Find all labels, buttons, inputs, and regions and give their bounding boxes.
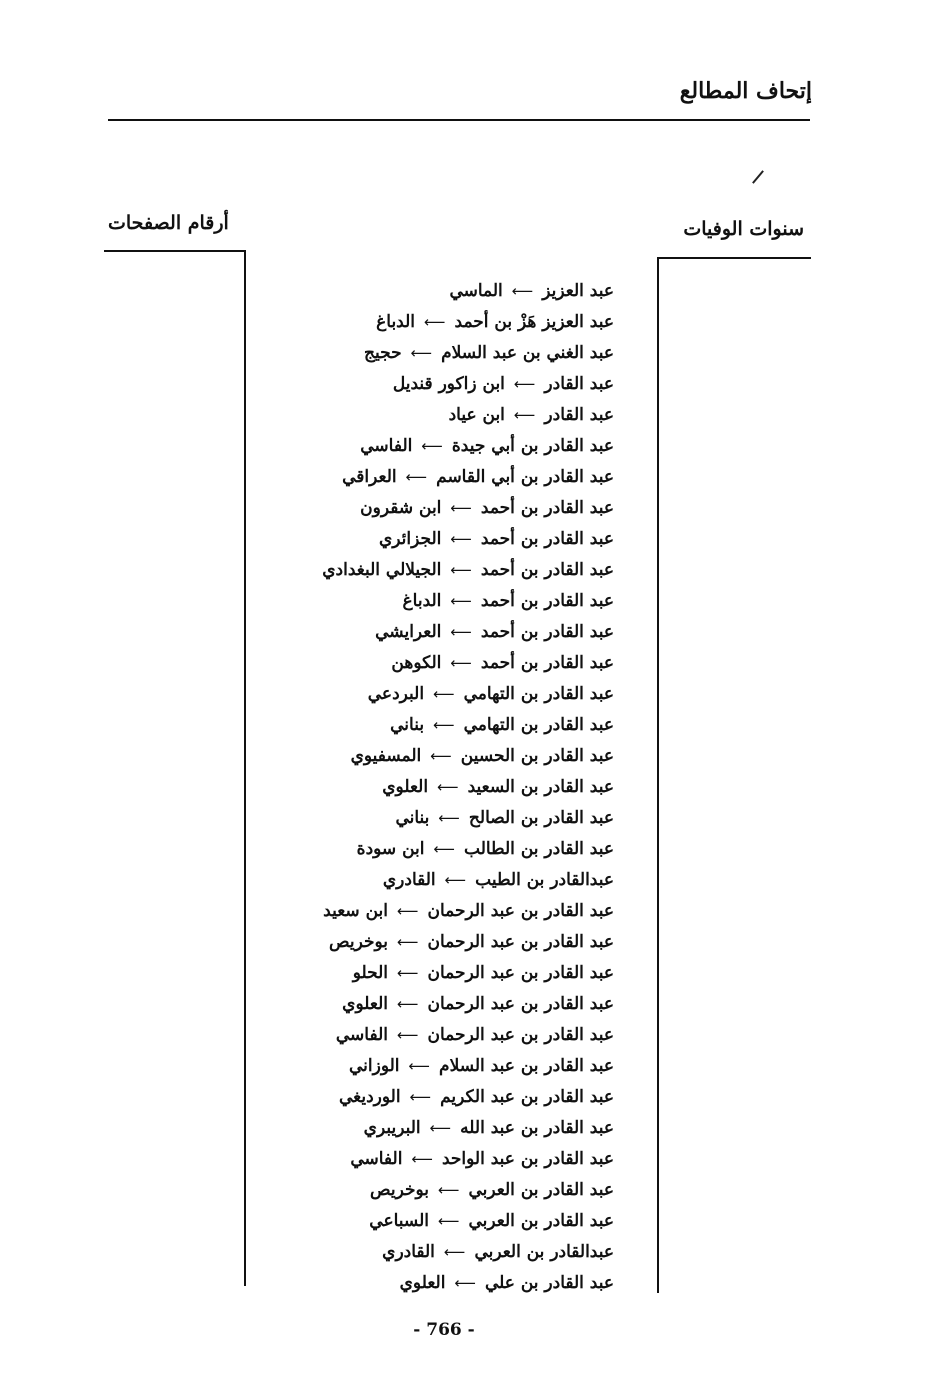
arrow-icon: ⟵ bbox=[408, 1057, 431, 1075]
index-entry bbox=[254, 958, 614, 989]
entry-family-name: البردعي bbox=[367, 684, 425, 704]
years-column-bracket-top bbox=[657, 257, 811, 259]
entry-given-name: عبد القادر بن عبد الكريم bbox=[440, 1087, 614, 1107]
entry-family-name: ابن عياد bbox=[448, 405, 505, 425]
entry-family-name: بوخريص bbox=[370, 1180, 429, 1200]
index-entry bbox=[254, 617, 614, 648]
index-entry bbox=[254, 1237, 614, 1268]
index-entry bbox=[254, 369, 614, 400]
entry-family-name: البريبري bbox=[363, 1118, 421, 1138]
entry-given-name: عبد القادر بن الحسين bbox=[460, 746, 614, 766]
pages-column-bracket-side bbox=[244, 250, 246, 1286]
entry-family-name: الحلو bbox=[352, 963, 388, 983]
entry-given-name: عبد العزيز bbox=[542, 281, 614, 301]
entry-given-name: عبد القادر بن علي bbox=[484, 1273, 614, 1293]
page-number: - 766 - bbox=[413, 1320, 475, 1340]
entry-family-name: ابن زاكور قنديل bbox=[392, 374, 505, 394]
entry-given-name: عبد القادر بن الصالح bbox=[468, 808, 614, 828]
index-entry bbox=[254, 772, 614, 803]
entry-family-name: القادري bbox=[382, 870, 436, 890]
entry-family-name: المسفيوي bbox=[350, 746, 422, 766]
arrow-icon: ⟵ bbox=[437, 778, 459, 796]
arrow-icon: ⟵ bbox=[450, 499, 472, 517]
arrow-icon: ⟵ bbox=[430, 747, 452, 765]
arrow-icon: ⟵ bbox=[454, 1274, 476, 1292]
years-column-bracket-side bbox=[657, 257, 659, 1293]
entry-given-name: عبد القادر بن التهامي bbox=[463, 684, 614, 704]
arrow-icon: ⟵ bbox=[433, 685, 455, 703]
entry-given-name: عبدالقادر بن العربي bbox=[474, 1242, 614, 1262]
arrow-icon: ⟵ bbox=[450, 592, 472, 610]
entry-family-name: الجيلالي البغدادي bbox=[322, 560, 442, 580]
entry-family-name: بوخريص bbox=[329, 932, 388, 952]
index-entry bbox=[254, 865, 614, 896]
arrow-icon: ⟵ bbox=[450, 561, 472, 579]
entry-given-name: عبد القادر بن الطالب bbox=[464, 839, 614, 859]
entry-family-name: السباعي bbox=[369, 1211, 429, 1231]
arrow-icon: ⟵ bbox=[411, 1150, 433, 1168]
entry-given-name: عبد القادر بن أحمد bbox=[480, 529, 614, 549]
arrow-icon: ⟵ bbox=[438, 1181, 460, 1199]
arrow-icon: ⟵ bbox=[410, 344, 433, 362]
entry-family-name: بناني bbox=[390, 715, 425, 735]
index-entry bbox=[254, 1144, 614, 1175]
entry-given-name: عبد القادر بن أبي القاسم bbox=[436, 467, 614, 487]
entry-given-name: عبد القادر بن السعيد bbox=[467, 777, 614, 797]
index-entry bbox=[254, 400, 614, 431]
arrow-icon: ⟵ bbox=[443, 1243, 466, 1261]
entry-given-name: عبد القادر بن أحمد bbox=[480, 591, 614, 611]
entry-family-name: الدباغ bbox=[376, 312, 416, 332]
entry-given-name: عبد القادر بن أحمد bbox=[480, 560, 614, 580]
entry-family-name: الماسي bbox=[449, 281, 503, 301]
entry-given-name: عبد القادر bbox=[544, 405, 614, 425]
index-entry bbox=[254, 834, 614, 865]
entry-given-name: عبد القادر بن عبد الرحمان bbox=[427, 994, 614, 1014]
entry-given-name: عبد القادر bbox=[544, 374, 614, 394]
arrow-icon: ⟵ bbox=[396, 1026, 419, 1044]
index-entry-list bbox=[254, 276, 614, 1299]
index-entry bbox=[254, 1113, 614, 1144]
entry-given-name: عبد القادر بن عبد الرحمان bbox=[427, 963, 614, 983]
arrow-icon: ⟵ bbox=[409, 1088, 432, 1106]
index-entry bbox=[254, 648, 614, 679]
entry-given-name: عبد القادر بن أحمد bbox=[480, 622, 614, 642]
entry-given-name: عبد القادر بن التهامي bbox=[463, 715, 614, 735]
arrow-icon: ⟵ bbox=[513, 375, 536, 393]
index-entry bbox=[254, 896, 614, 927]
entry-family-name: الدباغ bbox=[402, 591, 442, 611]
arrow-icon: ⟵ bbox=[396, 933, 419, 951]
column-label-death-years: سنوات الوفيات bbox=[683, 218, 804, 240]
entry-given-name: عبد القادر بن عبد الله bbox=[460, 1118, 614, 1138]
running-title: إتحاف المطالع bbox=[679, 78, 812, 104]
index-entry bbox=[254, 1082, 614, 1113]
entry-given-name: عبد القادر بن عبد الرحمان bbox=[427, 932, 614, 952]
index-entry bbox=[254, 679, 614, 710]
arrow-icon: ⟵ bbox=[438, 1212, 460, 1230]
entry-given-name: عبد الغني بن عبد السلام bbox=[441, 343, 614, 363]
arrow-icon: ⟵ bbox=[396, 964, 419, 982]
entry-given-name: عبد العزيز هَزْ بن أحمد bbox=[454, 312, 614, 332]
index-entry bbox=[254, 307, 614, 338]
entry-family-name: العلوي bbox=[382, 777, 429, 797]
index-entry bbox=[254, 741, 614, 772]
arrow-icon: ⟵ bbox=[513, 406, 536, 424]
arrow-icon: ⟵ bbox=[421, 437, 443, 455]
index-entry bbox=[254, 1268, 614, 1299]
arrow-icon: ⟵ bbox=[433, 840, 455, 858]
arrow-icon: ⟵ bbox=[450, 654, 472, 672]
index-entry bbox=[254, 1206, 614, 1237]
index-entry bbox=[254, 710, 614, 741]
index-entry bbox=[254, 803, 614, 834]
arrow-icon: ⟵ bbox=[396, 902, 419, 920]
index-entry bbox=[254, 555, 614, 586]
index-entry bbox=[254, 989, 614, 1020]
entry-family-name: القادري bbox=[382, 1242, 435, 1262]
arrow-icon: ⟵ bbox=[438, 809, 460, 827]
entry-family-name: الجزائري bbox=[379, 529, 442, 549]
index-entry bbox=[254, 1020, 614, 1051]
index-entry bbox=[254, 524, 614, 555]
index-entry bbox=[254, 276, 614, 307]
arrow-icon: ⟵ bbox=[433, 716, 455, 734]
entry-given-name: عبد القادر بن العربي bbox=[468, 1211, 614, 1231]
entry-given-name: عبد القادر بن عبد الواحد bbox=[441, 1149, 614, 1169]
entry-given-name: عبد القادر بن أحمد bbox=[480, 498, 614, 518]
entry-family-name: العلوي bbox=[342, 994, 388, 1014]
entry-family-name: العراقي bbox=[342, 467, 397, 487]
entry-family-name: الفاسي bbox=[335, 1025, 388, 1045]
entry-given-name: عبد القادر بن عبد السلام bbox=[439, 1056, 614, 1076]
entry-family-name: ابن شقرون bbox=[360, 498, 442, 518]
column-label-page-numbers: أرقام الصفحات bbox=[108, 212, 229, 234]
arrow-icon: ⟵ bbox=[405, 468, 428, 486]
index-entry bbox=[254, 462, 614, 493]
arrow-icon: ⟵ bbox=[450, 623, 472, 641]
entry-given-name: عبد القادر بن عبد الرحمان bbox=[427, 901, 614, 921]
arrow-icon: ⟵ bbox=[429, 1119, 452, 1137]
entry-given-name: عبد القادر بن عبد الرحمان bbox=[427, 1025, 614, 1045]
stray-pen-mark bbox=[752, 170, 764, 184]
entry-family-name: الوزاني bbox=[349, 1056, 400, 1076]
entry-family-name: ابن سودة bbox=[356, 839, 425, 859]
entry-given-name: عبد القادر بن العربي bbox=[468, 1180, 614, 1200]
index-entry bbox=[254, 927, 614, 958]
entry-family-name: العلوي bbox=[399, 1273, 446, 1293]
index-entry bbox=[254, 431, 614, 462]
arrow-icon: ⟵ bbox=[511, 282, 534, 300]
entry-given-name: عبدالقادر بن الطيب bbox=[475, 870, 614, 890]
entry-family-name: الورديغي bbox=[338, 1087, 401, 1107]
entry-given-name: عبد القادر بن أحمد bbox=[480, 653, 614, 673]
entry-family-name: الفاسي bbox=[360, 436, 413, 456]
entry-family-name: الفاسي bbox=[350, 1149, 403, 1169]
index-entry bbox=[254, 493, 614, 524]
index-entry bbox=[254, 1175, 614, 1206]
pages-column-bracket-top bbox=[104, 250, 246, 252]
entry-family-name: بناني bbox=[395, 808, 430, 828]
entry-family-name: ابن سعيد bbox=[323, 901, 388, 921]
header-rule bbox=[108, 119, 810, 121]
entry-given-name: عبد القادر بن أبي جيدة bbox=[451, 436, 614, 456]
index-entry bbox=[254, 586, 614, 617]
index-entry bbox=[254, 1051, 614, 1082]
arrow-icon: ⟵ bbox=[444, 871, 467, 889]
arrow-icon: ⟵ bbox=[396, 995, 419, 1013]
arrow-icon: ⟵ bbox=[450, 530, 472, 548]
entry-family-name: حجيج bbox=[364, 343, 402, 363]
index-entry bbox=[254, 338, 614, 369]
entry-family-name: العرايشي bbox=[375, 622, 442, 642]
arrow-icon: ⟵ bbox=[424, 313, 446, 331]
entry-family-name: الكوهن bbox=[391, 653, 442, 673]
